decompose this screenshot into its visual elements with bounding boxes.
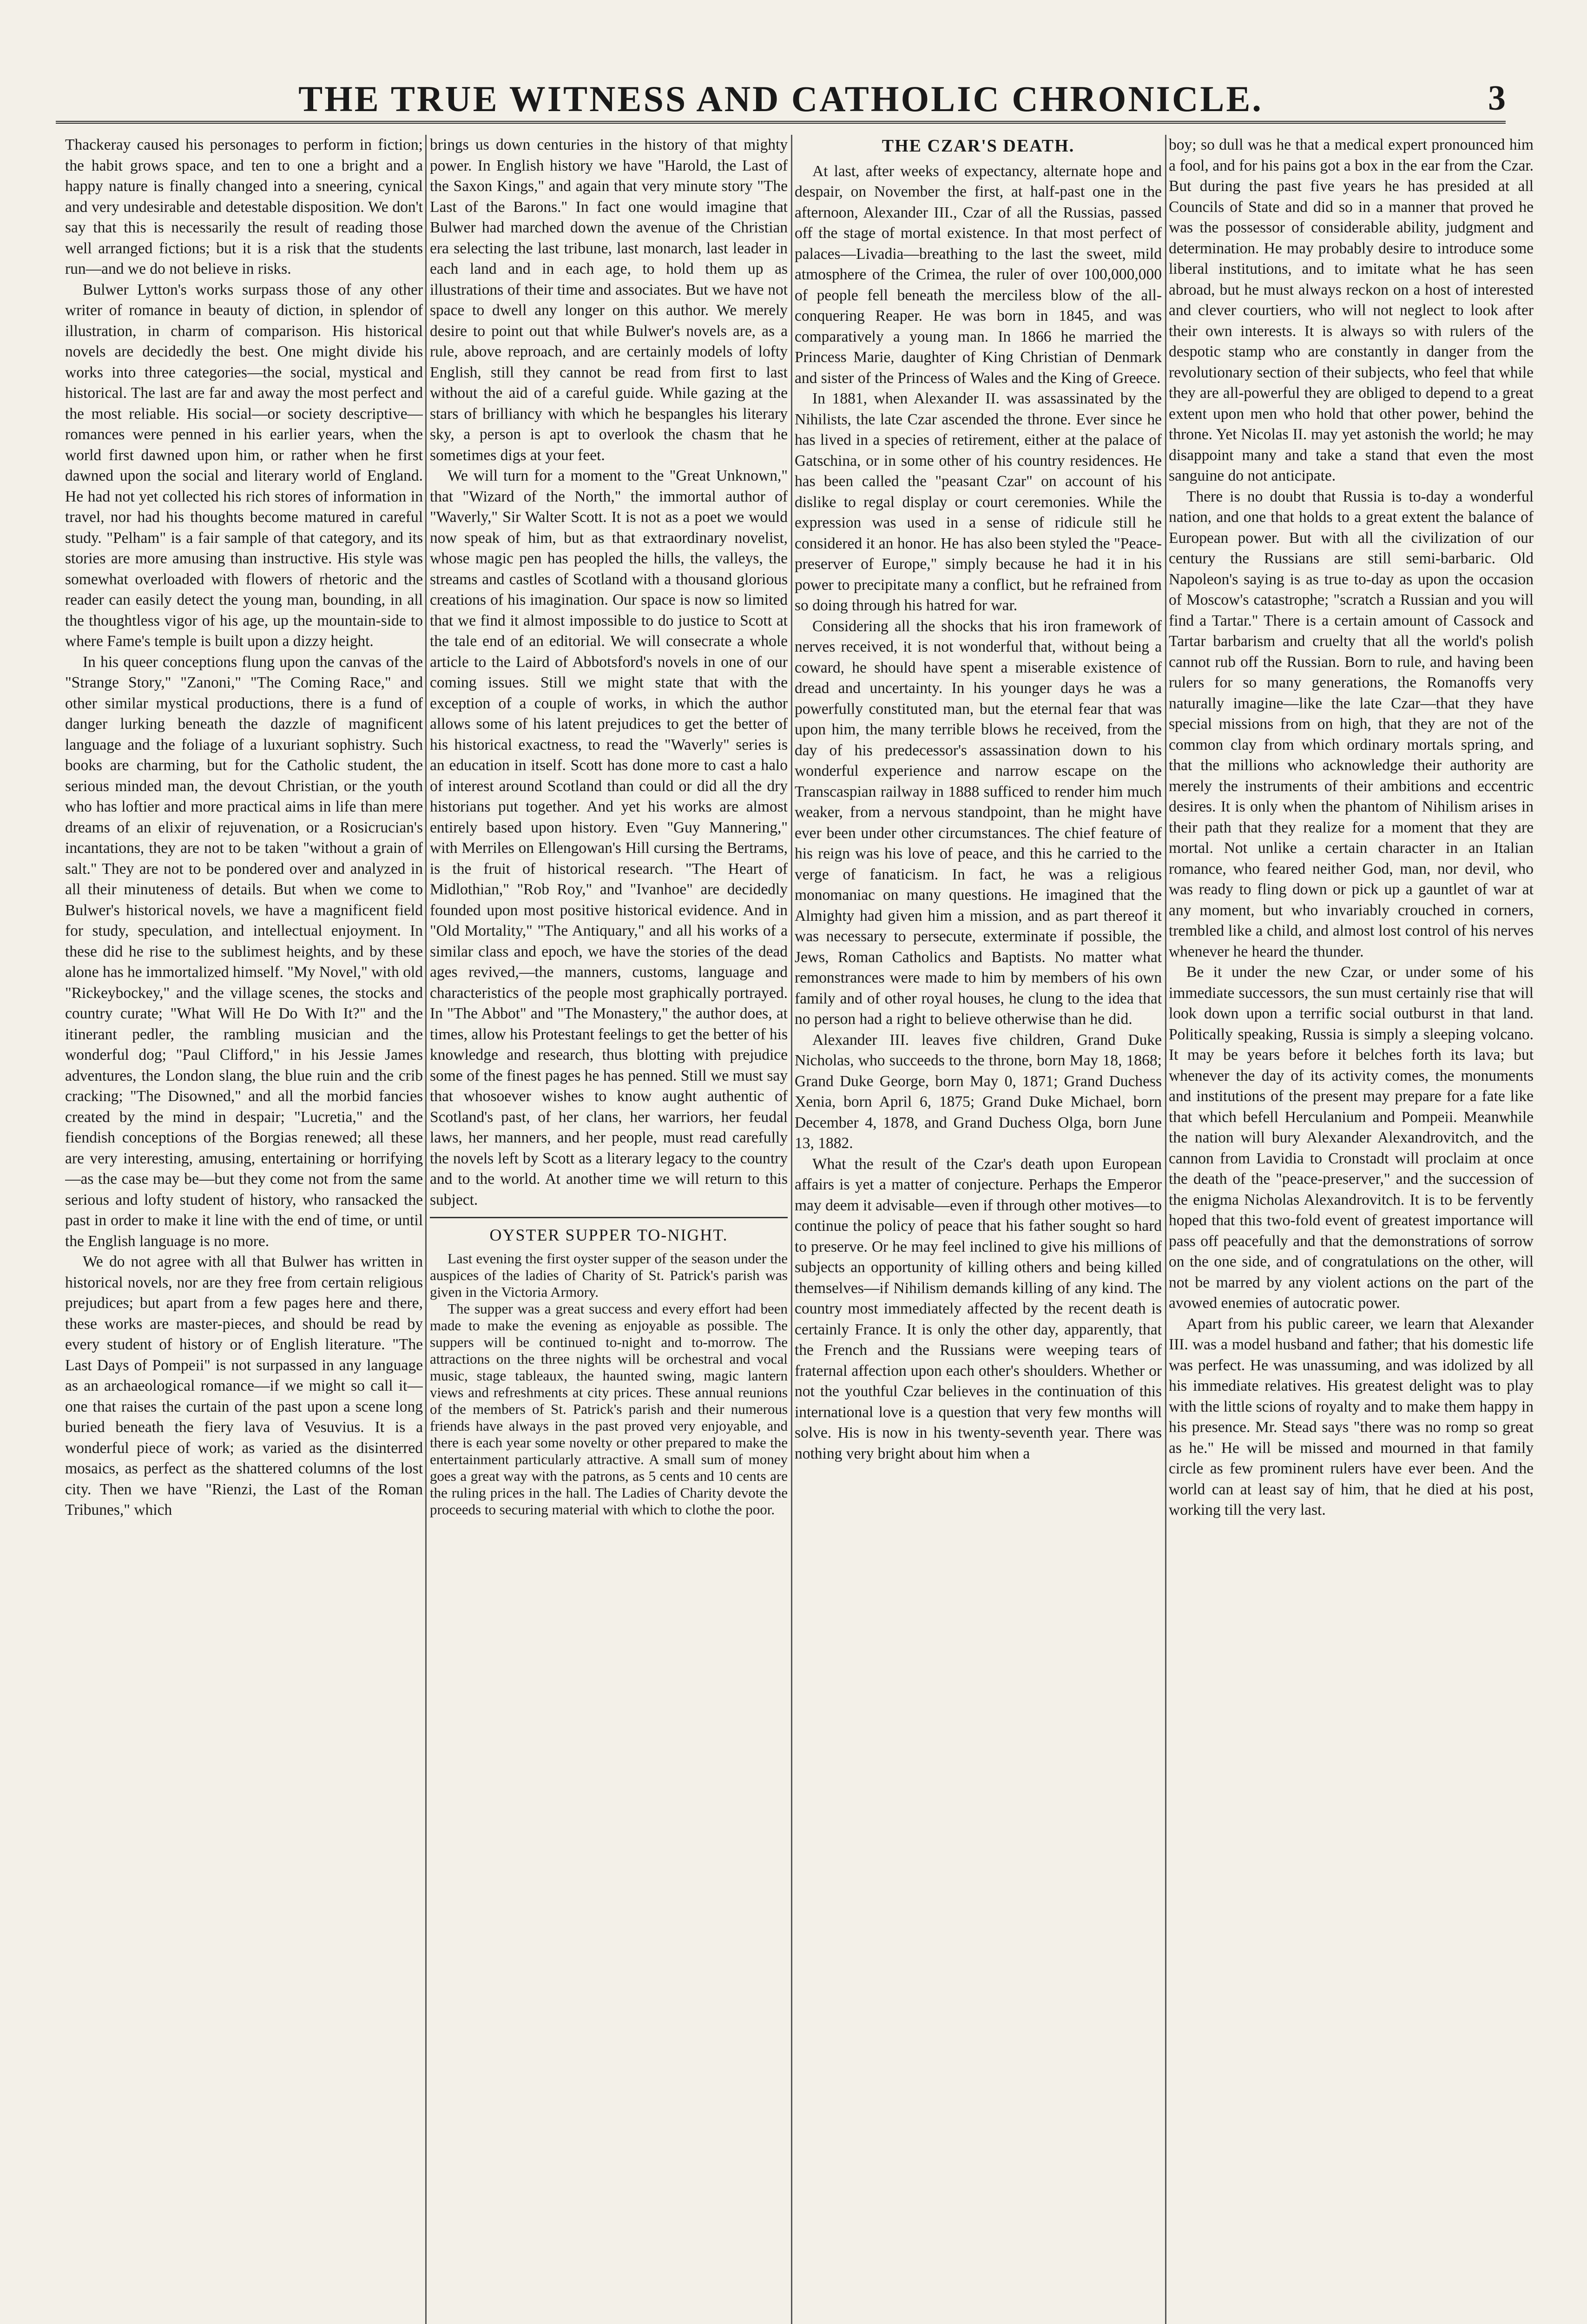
paragraph: Apart from his public career, we learn that Alexander III. was a model husband and father; that his domestic life was perfect. He was unassuming, and was idolized by all his immediate relatives. His greatest delight was to play with the little scions of royalty and to make them happy in his presence. Mr. Stead says "there was no romp so great as he." He will be missed and mourned in that family circle as few prominent rulers have ever been. And the world can at least say of him, that he died at his post, working till the very last. (1169, 1315, 1534, 1519)
paragraph: We will turn for a moment to the "Great Unknown," that "Wizard of the North," the immortal author of "Waverly," Sir Walter Scott. It is not as a poet we would now speak of him, but as that extraordinary novelist, whose magic pen has peopled the hills, the valleys, the streams and castles of Scotland with a thousand glorious creations of his imagination. Our space is now so limited that we find it almost impossible to do justice to Scott at the tale end of an editorial. We will consecrate a whole article to the Laird of Abbotsford's novels in one of our coming issues. Still we might state that with the exception of a couple of works, in which the author allows some of his latent prejudices to get the better of his historical exactness, to read the "Waverly" series is an education in itself. Scott has done more to cast a halo of interest around Scotland than could or did all the dry historians put together. And yet his works are almost entirely based upon history. Even "Guy Mannering," with Merriles on Ellengowan's Hill cursing the Bertrams, is the fruit of historical research. "The Heart of Midlothian," "Rob Roy," and "Ivanhoe" are decidedly founded upon most positive historical evidence. And in "Old Mortality," "The Antiquary," and all his works of a similar class and epoch, we have the stories of the dead ages revived,—the manners, customs, language and characteristics of the people most graphically portrayed. In "The Abbot" and "The Monastery," the author does, at times, allow his Protestant feelings to get the better of his knowledge and research, thus blotting with prejudice some of the finest pages he has penned. Still we must say that whosoever wishes to know aught authentic of Scotland's past, of her clans, her warriors, her feudal laws, her manners, and her people, must read carefully the novels left by Scott as a literary legacy to the country and to the world. At another time we will return to this subject. (430, 467, 788, 1208)
paragraph: Thackeray caused his personages to perform in fiction; the habit grows space, and ten to one a bright and a happy nature is finally changed into a sneering, cynical and very undesirable and detestable disposition. We don't say that this is necessarily the result of reading those well arranged fictions; but it is a risk that the students run—and we do not believe in risks. (65, 136, 423, 277)
page-number: 3 (1488, 79, 1506, 118)
masthead (56, 74, 1506, 124)
paragraph: At last, after weeks of expectancy, alternate hope and despair, on November the first, at half-past one in the afternoon, Alexander III., Czar of all the Russias, passed off the stage of mortal existence. In that most perfect of palaces—Livadia—breathing to the last the sweet, mild atmosphere of the Crimea, the ruler of over 100,000,000 of people fell beneath the merciless blow of the all-conquering Reaper. He was born in 1845, and was comparatively a young man. In 1866 he married the Princess Marie, daughter of King Christian of Denmark and sister of the Princess of Wales and the King of Greece. (795, 162, 1162, 387)
column-rule (791, 135, 792, 2324)
paragraph: In 1881, when Alexander II. was assassinated by the Nihilists, the late Czar ascended the throne. Ever since he has lived in a species of retirement, either at the palace of Gatschina, or in some other of his country residences. He has been called the "peasant Czar" on account of his dislike to regal display or court ceremonies. While the expression was used in a sense of ridicule still he considered it an honor. He has also been styled the "Peace-preserver of Europe," simply because he had it in his power to precipitate many a conflict, but he refrained from so doing through his hatred for war. (795, 390, 1162, 614)
paragraph: boy; so dull was he that a medical expert pronounced him a fool, and for his pains got a box in the ear from the Czar. But during the past five years he has presided at all Councils of State and did so in a manner that proved he was the possessor of considerable ability, judgment and determination. He may probably desire to introduce some liberal institutions, and to imitate what he has seen abroad, but he must always reckon on a host of interested and clever courtiers, who will not neglect to look after their own interests. It is always so with rulers of the despotic stamp who are constantly in danger from the revolutionary section of their subjects, who feel that while they are all-powerful they are obliged to depend to a great extent upon men who hold that other power, behind the throne. Yet Nicolas II. may yet astonish the world; he may disappoint many and take a stand that even the most sanguine do not anticipate. (1169, 136, 1534, 484)
column-1 (65, 135, 423, 2324)
paragraph: Alexander III. leaves five children, Grand Duke Nicholas, who succeeds to the throne, born May 18, 1868; Grand Duke George, born May 0, 1871; Grand Duchess Xenia, born April 6, 1875; Grand Duke Michael, born December 4, 1878, and Grand Duchess Olga, born June 13, 1882. (795, 1031, 1162, 1152)
paragraph: What the result of the Czar's death upon European affairs is yet a matter of conjecture. Perhaps the Emperor may deem it advisable—even if through other motives—to continue the policy of peace that his father sought so hard to preserve. Or he may feel inclined to give his millions of subjects an opportunity of killing others and being killed themselves—if Nihilism demands killing of any kind. The country most immediately affected by the recent death is certainly France. It is only the other day, apparently, that the French and the Russians were weeping tears of fraternal affection upon each other's shoulders. Whether or not the youthful Czar believes in the continuation of this international love is a question that very few months will solve. His is now in his twenty-seventh year. There was nothing very bright about him when a (795, 1155, 1162, 1462)
paragraph: Be it under the new Czar, or under some of his immediate successors, the sun must certainly rise that will look down upon a terrific social outburst in that land. Politically speaking, Russia is simply a sleeping volcano. It may be years before it belches forth its lava; but whenever the day of its activity comes, the monuments and institutions of the present may prepare for a fate like that which befell Herculanium and Pompeii. Meanwhile the nation will bury Alexander Alexandrovitch, and the cannon from Lavidia to Cronstadt will proclaim at once the death of the "peace-preserver," and the succession of the enigma Nicholas Alexandrovitch. It is to be fervently hoped that this two-fold event of greatest importance will pass off peacefully and that the demonstrations of sorrow on the one side, and of congratulations on the other, will not be marred by any violent actions on the part of the avowed enemies of autocratic power. (1169, 964, 1534, 1312)
article-heading-czars-death: THE CZAR'S DEATH. (882, 136, 1075, 156)
paragraph: Bulwer Lytton's works surpass those of any other writer of romance in beauty of diction, in splendor of illustration, in charm of comparison. His historical novels are decidedly the best. One might divide his works into three categories—the social, mystical and historical. The last are far and away the most perfect and the most reliable. His social—or society descriptive—romances were penned in his earlier years, when the world first dawned upon him, or rather when he first dawned upon the social and literary world of England. He had not yet collected his rich stores of information in travel, nor had his thoughts become matured in careful study. "Pelham" is a fair sample of that category, and its stories are more amusing than instructive. His style was somewhat overloaded with flowers of rhetoric and the reader can easily detect the young man, bounding, in all the thoughtless vigor of his age, up the mountain-side to where Fame's temple is built upon a dizzy height. (65, 281, 423, 650)
paragraph: Considering all the shocks that his iron framework of nerves received, it is not wonderful that, without being a coward, he should have spent a miserable existence of dread and uncertainty. In his younger days he was a powerfully constituted man, but the eternal fear that was upon him, the many terrible blows he received, from the day of his predecessor's assassination down to his wonderful experience and narrow escape on the Transcaspian railway in 1888 sufficed to render him much weaker, from a nervous standpoint, than he might have ever been under other circumstances. The chief feature of his reign was his love of peace, and this he carried to the verge of fanaticism. In fact, he was a religious monomaniac on many questions. He imagined that the Almighty had given him a mission, and as part thereof it was necessary to persecute, exterminate if possible, the Jews, Roman Catholics and Baptists. No matter what remonstrances were made to him by members of his own family and of other royal houses, he clung to the idea that no person had a right to believe otherwise than he did. (795, 617, 1162, 1028)
paragraph: brings us down centuries in the history of that mighty power. In English history we have "Harold, the Last of the Saxon Kings," and again that very minute story "The Last of the Barons." In fact one would imagine that Bulwer had marched down the avenue of the Christian era selecting the last tribune, last monarch, last leader in each land and in each age, to hold them up as illustrations of their time and associates. But we have not space to dwell any longer on this author. We merely desire to point out that while Bulwer's novels are, as a rule, above reproach, and are certainly models of lofty English, still they cannot be read from first to last without the aid of a careful guide. While gazing at the stars of brilliancy with which he bespangles his literary sky, a person is apt to overlook the chasm that he sometimes digs at your feet. (430, 136, 788, 464)
paragraph: There is no doubt that Russia is to-day a wonderful nation, and one that holds to a great extent the balance of European power. But with all the civilization of our century the Russians are still semi-barbaric. Old Napoleon's saying is as true to-day as upon the occasion of Moscow's catastrophe; "scratch a Russian and you will find a Tartar." There is a certain amount of Cassock and Tartar barbarism and cruelty that all the world's polish cannot rub off the Russian. Born to rule, and having been rulers for so many generations, the Romanoffs very naturally imagine—like the late Czar—that they have special missions from on high, that they are not of the common clay from which ordinary mortals spring, and that the millions who acknowledge their authority are merely the instruments of their ambitions and eccentric desires. It is only when the phantom of Nihilism arises in their path that they realize for a moment that they are mortal. Not unlike a certain character in an Italian romance, who feared neither God, man, nor devil, who was ready to fling down or pick up a gauntlet of war at any moment, but who invariably crouched in corners, trembled like a child, and almost lost control of his nerves whenever he heard the thunder. (1169, 488, 1534, 960)
column-rule (1165, 135, 1166, 2324)
column-rule (425, 135, 427, 2324)
section-divider (430, 1217, 788, 1218)
article-heading-oyster-supper: OYSTER SUPPER TO-NIGHT. (489, 1226, 728, 1244)
column-2 (430, 135, 788, 2324)
paragraph: The supper was a great success and every effort had been made to make the evening as enjoyable as possible. The suppers will be continued to-night and to-morrow. The attractions on the three nights will be orchestral and vocal music, stage tableaux, the haunted swing, magic lantern views and refreshments at city prices. These annual reunions of the members of St. Patrick's parish and their numerous friends have always in the past proved very enjoyable, and there is each year some novelty or other prepared to make the entertainment particularly attractive. A small sum of money goes a great way with the patrons, as 5 cents and 10 cents are the ruling prices in the hall. The Ladies of Charity devote the proceeds to securing material with which to clothe the poor. (430, 1300, 788, 1518)
masthead-title: THE TRUE WITNESS AND CATHOLIC CHRONICLE. (298, 79, 1263, 119)
paragraph: Last evening the first oyster supper of the season under the auspices of the ladies of Charity of St. Patrick's parish was given in the Victoria Armory. (430, 1250, 788, 1300)
column-4 (1169, 135, 1534, 2324)
column-3 (795, 135, 1162, 2324)
paragraph: In his queer conceptions flung upon the canvas of the "Strange Story," "Zanoni," "The Coming Race," and other similar mystical productions, there is a fund of danger lurking beneath the dazzle of magnificent language and the foliage of a luxuriant sophistry. Such books are charming, but for the Catholic student, the serious minded man, the devout Christian, or the youth who has loftier and more practical aims in life than mere dreams of an elixir of rejuvenation, or a Rosicrucian's incantations, they are not to be taken "without a grain of salt." They are not to be pondered over and analyzed in all their minuteness of details. But when we come to Bulwer's historical novels, we have a magnificent field for study, speculation, and intellectual enjoyment. In these did he rise to the sublimest heights, and by these alone has he immortalized himself. "My Novel," with old "Rickeybockey," and the village scenes, the stocks and country curate; "What Will He Do With It?" and the itinerant pedler, the rambling musician and the wonderful dog; "Paul Clifford," in his Jessie James adventures, the London slang, the blue ruin and the crib cracking; "The Disowned," and all the morbid fancies created by the mind in despair; "Lucretia," and the fiendish conceptions of the Borgias renewed; all these are very interesting, amusing, entertaining or horrifying—as the case may be—but they come not from the same serious and lofty student of history, who ransacked the past in order to make it line with the end of time, or until the English language is no more. (65, 653, 423, 1250)
paragraph: We do not agree with all that Bulwer has written in historical novels, nor are they free from certain religious prejudices; but apart from a few pages here and there, these works are master-pieces, and should be read by every student of history or of English literature. "The Last Days of Pompeii" is not surpassed in any language as an archaeological romance—if we might so call it—one that raises the curtain of the past upon a scene long buried beneath the fiery lava of Vesuvius. It is a wonderful piece of work; as varied as the disinterred mosaics, as perfect as the shattered columns of the lost city. Then we have "Rienzi, the Last of the Roman Tribunes," which (65, 1253, 423, 1519)
